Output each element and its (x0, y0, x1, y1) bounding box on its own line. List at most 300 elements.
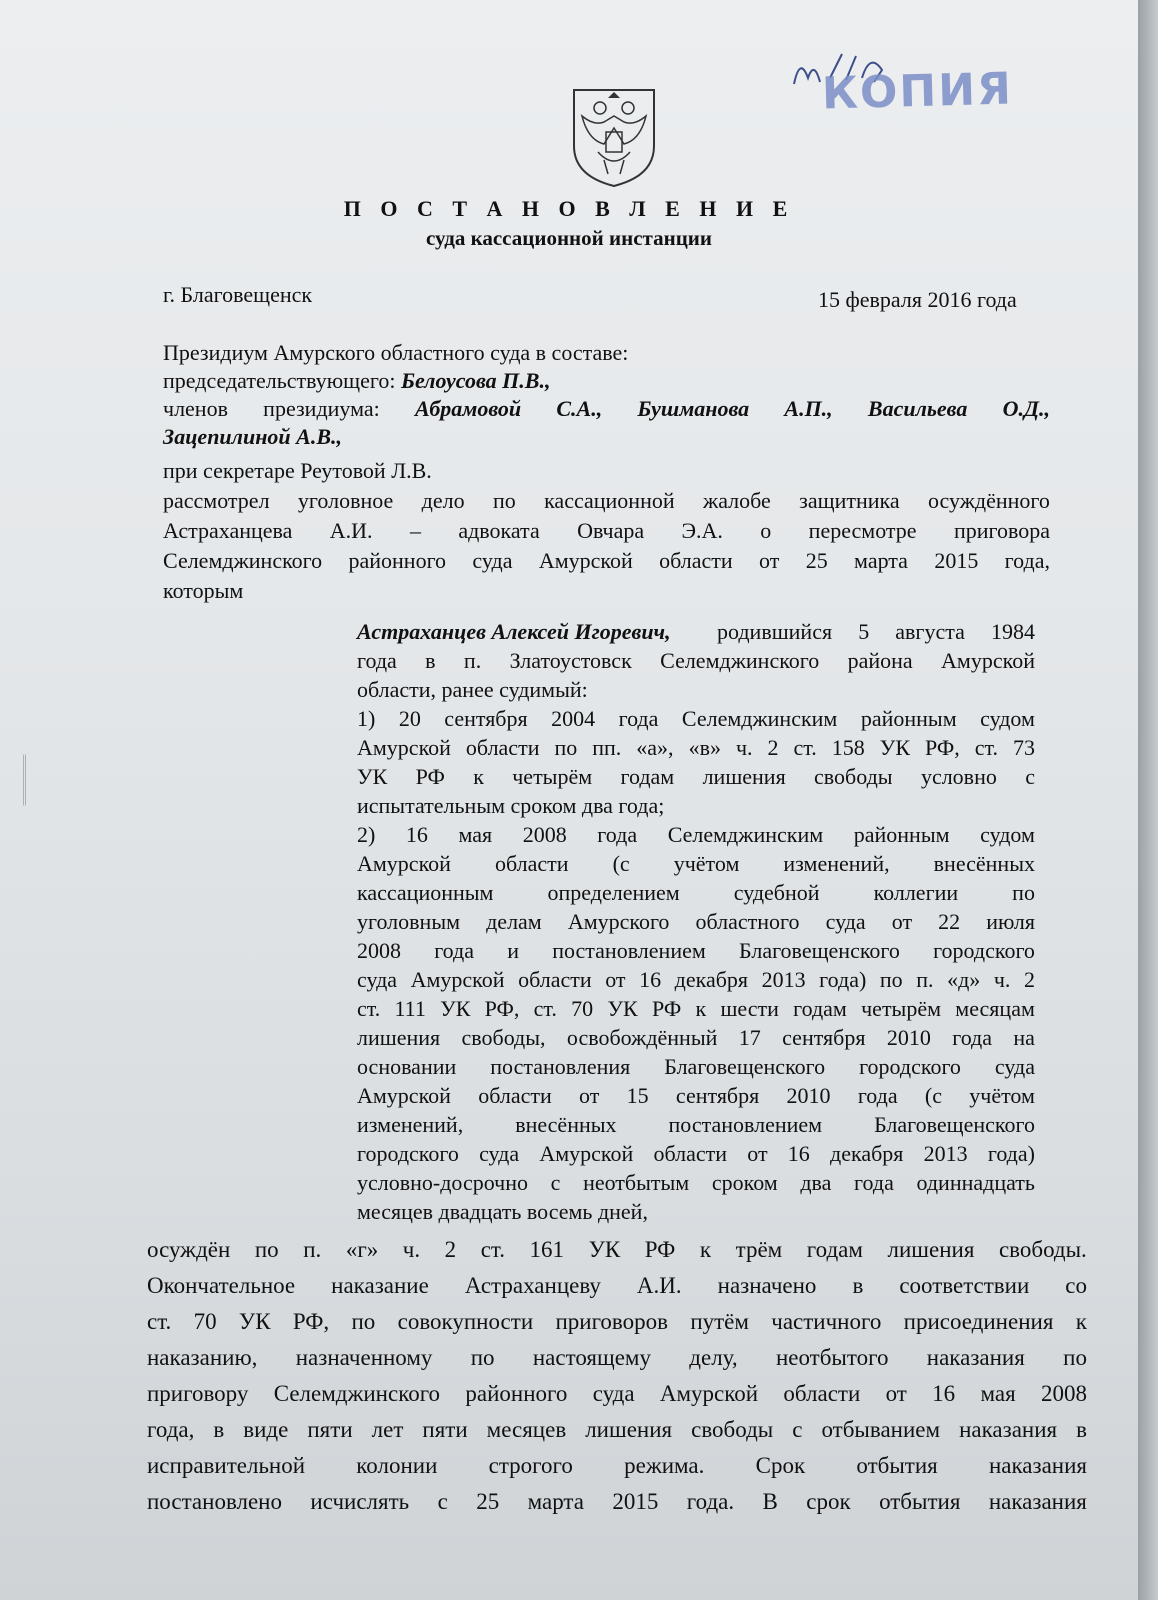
word: от (579, 1083, 600, 1108)
word: лишения (585, 1417, 673, 1442)
word: учётом (969, 1083, 1035, 1108)
word: 1984 (990, 619, 1035, 644)
word: неотбытого (775, 1345, 889, 1370)
word: с (792, 1417, 803, 1442)
word: года (952, 1025, 993, 1050)
word: Амурской (357, 735, 451, 760)
word: исправительной (147, 1453, 306, 1478)
word: городского (859, 1054, 961, 1079)
word: Васильева (867, 396, 968, 421)
word: «в» (688, 735, 721, 760)
word: судом (980, 822, 1035, 847)
word: РФ (651, 996, 682, 1021)
word: наказание (331, 1273, 429, 1298)
body-line-4: Зацепилиной А.В., (163, 424, 342, 449)
word: уголовное (297, 488, 394, 513)
word: строгого (488, 1453, 573, 1478)
word: внесённых (933, 851, 1035, 876)
word: года (357, 648, 397, 673)
place: г. Благовещенск (163, 282, 313, 307)
word: четырём (861, 996, 942, 1021)
word: районным (853, 822, 950, 847)
defendant-line-4 (357, 706, 1035, 732)
word: от (759, 548, 780, 573)
word: 73 (1013, 735, 1035, 760)
word: родившийся (717, 619, 833, 644)
word: Златоустовск (509, 648, 632, 673)
word: ст. (147, 1309, 172, 1334)
body-line-8 (163, 548, 1050, 574)
word: четырём (512, 764, 593, 789)
word: года (618, 706, 659, 731)
word: частичного (771, 1309, 882, 1334)
defendant-line-12 (357, 938, 1035, 964)
word: осуждённого (927, 488, 1050, 513)
word: Амурской (357, 851, 451, 876)
word: условно (920, 764, 997, 789)
word: о (760, 518, 772, 543)
word: пересмотре (808, 518, 917, 543)
body-line-6 (163, 488, 1050, 514)
word: в (425, 648, 436, 673)
word: ст. (793, 735, 817, 760)
word: делам (486, 909, 542, 934)
word: Селемджинским (667, 822, 824, 847)
word: с (437, 1489, 448, 1514)
word: Амурской (539, 1141, 634, 1166)
word: и (507, 938, 519, 963)
word: судом (980, 706, 1035, 731)
verdict-line-4 (147, 1345, 1087, 1371)
defendant-line-5 (357, 735, 1035, 761)
word: 2013 (761, 967, 806, 992)
word: РФ (415, 764, 445, 789)
word: приговору (147, 1381, 249, 1406)
word: 16 (405, 822, 428, 847)
document-title: П О С Т А Н О В Л Е Н И Е (343, 196, 795, 221)
presiding-judge: Белоусова П.В., (400, 368, 551, 393)
word: отбыванием (821, 1417, 941, 1442)
word: «г» (345, 1237, 379, 1262)
word: Амурской (941, 648, 1035, 673)
word: с (550, 1170, 561, 1195)
coat-of-arms-emblem (568, 86, 660, 188)
word: сентября (444, 706, 528, 731)
word: городского (357, 1141, 459, 1166)
verdict-line-7 (147, 1453, 1087, 1479)
word: режима. (624, 1453, 705, 1478)
word: Селемджинским (681, 706, 838, 731)
word: постановления (490, 1054, 631, 1079)
word: области (783, 1381, 861, 1406)
word: области (465, 735, 540, 760)
staple (23, 754, 26, 806)
word: 16 (932, 1381, 956, 1406)
word: к (1075, 1309, 1087, 1334)
word: освобождённый (566, 1025, 718, 1050)
word: в (852, 1273, 864, 1298)
word: лишения (702, 764, 786, 789)
word: 2008 (522, 822, 567, 847)
verdict-line-6 (147, 1417, 1087, 1443)
word: районным (860, 706, 957, 731)
word: Селемджинского (273, 1381, 441, 1406)
word: Астраханцева (163, 518, 293, 543)
word: месяцев (486, 1417, 567, 1442)
word: президиума: (263, 396, 380, 421)
word: изменений, (783, 851, 890, 876)
body-line-2 (163, 368, 550, 394)
defendant-line-19 (357, 1141, 1035, 1167)
presiding-label: председательствующего: (163, 368, 401, 393)
word: мая (980, 1381, 1016, 1406)
word: к (699, 1237, 712, 1262)
word: шести (720, 996, 779, 1021)
word: 25 (805, 548, 828, 573)
word: года) (819, 967, 867, 992)
word: РФ, (925, 735, 960, 760)
word: к (695, 996, 707, 1021)
word: от (605, 967, 626, 992)
word: внесённых (515, 1112, 617, 1137)
word: постановлением (668, 1112, 823, 1137)
word: 158 (831, 735, 865, 760)
defendant-line-16 (357, 1054, 1035, 1080)
word: членов (163, 396, 228, 421)
defendant-name: Астраханцев Алексей Игоревич, (357, 619, 671, 644)
word: районного (465, 1381, 568, 1406)
word: (с (924, 1083, 942, 1108)
word: Благовещенского (874, 1112, 1035, 1137)
word: 15 (626, 1083, 649, 1108)
word: одиннадцать (916, 1170, 1035, 1195)
word: свободы, (461, 1025, 546, 1050)
defendant-line-8 (357, 822, 1035, 848)
word: области (478, 1083, 552, 1108)
word: года (857, 1083, 898, 1108)
word: 25 (476, 1489, 500, 1514)
word: условно-досрочно (357, 1170, 529, 1195)
word: настоящему (532, 1345, 651, 1370)
word: п. (463, 648, 482, 673)
word: постановлено (147, 1489, 282, 1514)
word: областного (695, 909, 800, 934)
verdict-line-3 (147, 1309, 1087, 1335)
defendant-line-20 (357, 1170, 1035, 1196)
word: УК (879, 735, 911, 760)
defendant-birth (717, 619, 1035, 645)
word: 22 (938, 909, 961, 934)
defendant-line-21: месяцев двадцать восемь дней, (357, 1199, 648, 1224)
defendant-line-17 (357, 1083, 1035, 1109)
word: годам (806, 1237, 863, 1262)
copy-stamp: КОПИЯ (821, 63, 1014, 120)
word: 161 (529, 1237, 565, 1262)
word: 2 (767, 735, 779, 760)
word: года (434, 938, 475, 963)
word: отбытия (879, 1489, 961, 1514)
word: к (473, 764, 484, 789)
word: по (1012, 880, 1035, 905)
word: районного (348, 548, 447, 573)
verdict-line-5 (147, 1381, 1087, 1407)
word: срок (806, 1489, 851, 1514)
word: делу, (689, 1345, 738, 1370)
word: области (518, 967, 592, 992)
word: УК (607, 996, 638, 1021)
word: изменений, (357, 1112, 464, 1137)
word: Амурской (410, 967, 505, 992)
word: адвоката (458, 518, 540, 543)
word: наказания (959, 1417, 1058, 1442)
word: марта (527, 1489, 584, 1514)
word: 2008 (357, 938, 401, 963)
word: Астраханцеву (464, 1273, 601, 1298)
word: ч. (402, 1237, 421, 1262)
body-line-9: которым (163, 578, 244, 603)
word: суда (479, 1141, 520, 1166)
word: С.А., (556, 396, 603, 421)
word: ч. (735, 735, 753, 760)
defendant-line-9 (357, 851, 1035, 877)
defendant-line-6 (357, 764, 1035, 790)
page-edge (1138, 0, 1158, 1600)
word: основании (357, 1054, 457, 1079)
word: РФ, (292, 1309, 330, 1334)
word: пп. (592, 735, 622, 760)
defendant-line-2 (357, 648, 1035, 674)
word: месяцам (955, 996, 1035, 1021)
word: по (351, 1309, 376, 1334)
word: В (762, 1489, 778, 1514)
word: УК (238, 1309, 271, 1334)
defendant-line-14 (357, 996, 1035, 1022)
word: декабря (830, 1141, 904, 1166)
word: Благовещенского (664, 1054, 826, 1079)
word: п. (303, 1237, 322, 1262)
word: УК (440, 996, 471, 1021)
word: лишения (887, 1237, 975, 1262)
word: А.И. (329, 518, 373, 543)
word: наказания (988, 1489, 1087, 1514)
defendant-line-10 (357, 880, 1035, 906)
word: ч. (993, 967, 1011, 992)
word: Амурского (567, 909, 670, 934)
word: области (494, 851, 569, 876)
body-line-5: при секретаре Реутовой Л.В. (163, 458, 432, 483)
word: года, (147, 1417, 195, 1442)
word: Овчара (577, 518, 645, 543)
word: от (891, 909, 913, 934)
word: Селемджинского (660, 648, 820, 673)
word: трём (735, 1237, 783, 1262)
word: лишения (357, 1025, 441, 1050)
word: УК (588, 1237, 621, 1262)
word: 16 (639, 967, 662, 992)
word: кассационной (544, 488, 675, 513)
word: суда (357, 967, 398, 992)
word: приговоров (555, 1309, 668, 1334)
word: определением (547, 880, 680, 905)
word: сроком (711, 1170, 778, 1195)
word: Срок (755, 1453, 806, 1478)
word: присоединения (903, 1309, 1054, 1334)
word: района (847, 648, 913, 673)
defendant-line-11 (357, 909, 1035, 935)
date: 15 февраля 2016 года (818, 287, 1017, 312)
word: исчислять (310, 1489, 410, 1514)
word: года. (686, 1489, 735, 1514)
word: колонии (356, 1453, 438, 1478)
defendant-line-3: области, ранее судимый: (357, 677, 588, 702)
word: 16 (787, 1141, 810, 1166)
word: РФ, (484, 996, 520, 1021)
verdict-line-1 (147, 1237, 1087, 1263)
word: п. (916, 967, 934, 992)
document-subtitle: суда кассационной инстанции (425, 226, 712, 250)
word: Э.А. (681, 518, 723, 543)
word: пяти (422, 1417, 468, 1442)
word: ст. (357, 996, 381, 1021)
word: «а», (636, 735, 674, 760)
word: 2) (357, 822, 376, 847)
word: мая (458, 822, 493, 847)
word: области (653, 1141, 728, 1166)
word: Бушманова (637, 396, 750, 421)
word: 111 (394, 996, 426, 1021)
word: А.П., (784, 396, 833, 421)
word: «д» (947, 967, 981, 992)
word: неотбытым (583, 1170, 690, 1195)
word: наказания (988, 1453, 1087, 1478)
word: свободы (814, 764, 893, 789)
word: 20 (398, 706, 421, 731)
word: Окончательное (147, 1273, 296, 1298)
word: 2013 (923, 1141, 968, 1166)
word: марта (854, 548, 908, 573)
word: 2 (1023, 967, 1035, 992)
word: суда (825, 909, 866, 934)
word: Амурской (357, 1083, 451, 1108)
word: 5 (858, 619, 870, 644)
word: свободы (691, 1417, 774, 1442)
word: суда (994, 1054, 1035, 1079)
word: осуждён (147, 1237, 231, 1262)
word: со (1065, 1273, 1087, 1298)
word: Абрамовой (414, 396, 522, 421)
word: на (1013, 1025, 1035, 1050)
word: 2015 (934, 548, 979, 573)
word: РФ (644, 1237, 676, 1262)
defendant-line-13 (357, 967, 1035, 993)
word: наказания (926, 1345, 1025, 1370)
word: сентября (675, 1083, 760, 1108)
word: по (470, 1345, 495, 1370)
word: с (1025, 764, 1035, 789)
word: по (1063, 1345, 1087, 1370)
word: городского (933, 938, 1035, 963)
word: по (492, 488, 516, 513)
word: постановлением (552, 938, 706, 963)
word: дело (421, 488, 465, 513)
word: (с (612, 851, 630, 876)
word: учётом (673, 851, 740, 876)
body-line-7 (163, 518, 1050, 544)
word: суда (472, 548, 513, 573)
word: совокупности (397, 1309, 534, 1334)
word: июля (986, 909, 1035, 934)
word: сентября (782, 1025, 866, 1050)
word: 70 (193, 1309, 217, 1334)
word: рассмотрел (163, 488, 270, 513)
word: УК (357, 764, 388, 789)
word: в (213, 1417, 225, 1442)
word: кассационным (357, 880, 494, 905)
word: – (409, 518, 421, 543)
word: по (554, 735, 578, 760)
word: года (597, 822, 638, 847)
word: Селемджинского (163, 548, 323, 573)
word: 2015 (612, 1489, 659, 1514)
word: свободы. (998, 1237, 1087, 1262)
word: судебной (733, 880, 820, 905)
word: от (747, 1141, 768, 1166)
word: декабря (674, 967, 749, 992)
word: годам (793, 996, 847, 1021)
word: уголовным (357, 909, 461, 934)
word: по (254, 1237, 279, 1262)
word: путём (690, 1309, 749, 1334)
word: коллегии (873, 880, 959, 905)
word: августа (895, 619, 965, 644)
word: суда (592, 1381, 635, 1406)
defendant-line-1 (357, 619, 1035, 645)
defendant-line-7: испытательным сроком два года; (357, 793, 665, 818)
word: года, (1004, 548, 1050, 573)
word: 70 (571, 996, 594, 1021)
word: лет (371, 1417, 404, 1442)
word: 2010 (886, 1025, 931, 1050)
word: Благовещенского (739, 938, 900, 963)
word: 2004 (551, 706, 596, 731)
word: жалобе (703, 488, 771, 513)
word: 17 (738, 1025, 761, 1050)
word: ст. (533, 996, 557, 1021)
word: года) (987, 1141, 1035, 1166)
defendant-line-15 (357, 1025, 1035, 1051)
word: ст. (974, 735, 998, 760)
word: 2008 (1040, 1381, 1087, 1406)
word: Амурской (659, 1381, 759, 1406)
word: защитника (799, 488, 900, 513)
word: годам (620, 764, 675, 789)
body-line-3 (163, 396, 1050, 422)
word: виде (243, 1417, 289, 1442)
word: 2010 (786, 1083, 831, 1108)
body-line-1: Президиум Амурского областного суда в составе: (163, 340, 629, 365)
word: А.И. (636, 1273, 682, 1298)
word: отбытия (856, 1453, 938, 1478)
word: по (879, 967, 903, 992)
word: два (800, 1170, 832, 1195)
word: назначено (717, 1273, 817, 1298)
word: пяти (307, 1417, 353, 1442)
word: области (659, 548, 733, 573)
verdict-line-8 (147, 1489, 1087, 1515)
word: года (854, 1170, 894, 1195)
word: 1) (357, 706, 376, 731)
verdict-line-2 (147, 1273, 1087, 1299)
